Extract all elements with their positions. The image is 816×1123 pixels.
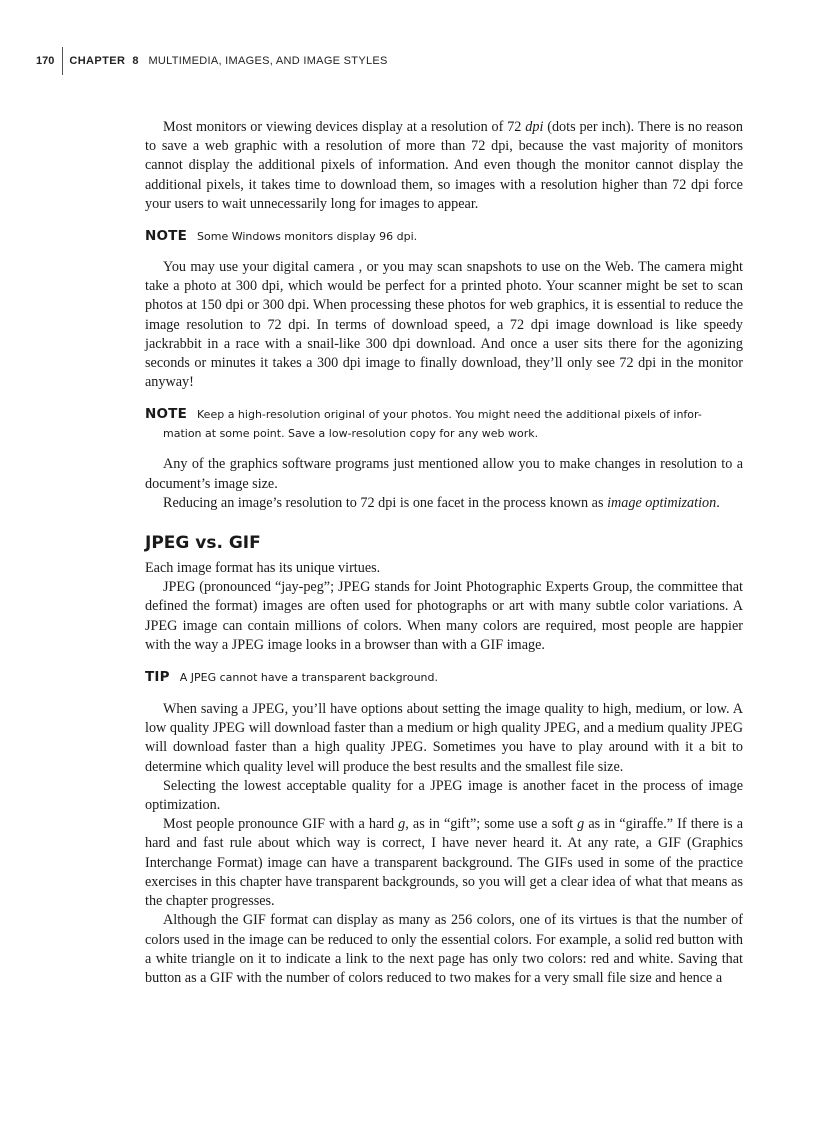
note-text-line1: Keep a high-resolution original of your photos. You might need the additional pixels of infor- <box>197 408 702 422</box>
tip-label: TIP <box>145 669 170 686</box>
running-head <box>36 47 388 75</box>
note-text-line2: mation at some point. Save a low-resolution copy for any web work. <box>163 427 539 441</box>
text-run: . <box>716 494 720 511</box>
text-run: Reducing an image’s resolution to 72 dpi is one facet in the process known as <box>163 494 608 511</box>
paragraph-jpeg-quality: When saving a JPEG, you’ll have options about setting the image quality to high, medium, or low. A low quality JPEG will download faster than a medium or high quality JPEG, and a medium quality JPEG will download faster than a high quality JPEG. Sometimes you have to play around with it a bit to determine which quality level will produce the best results and the smallest file size. <box>145 701 743 775</box>
paragraph-gif-colors: Although the GIF format can display as many as 256 colors, one of its virtues is that the number of colors used in the image can be reduced to only the essential colors. For example, a solid red button with a white triangle on it to indicate a link to the next page has only two colors: red and white. Saving that button as a GIF with the number of colors reduced to two makes for a very small file size and hence a <box>145 912 743 986</box>
note-96-dpi <box>145 227 743 246</box>
paragraph-virtues: Each image format has its unique virtues. <box>145 560 381 577</box>
tip-transparent <box>145 668 743 687</box>
text-run: as in “giraffe.” If there is a hard and fast rule about which way is correct, I have never heard it. At any rate, a GIF (Graphics Interchange Format) image can have a transparent background. The GIFs used in some of the practice exercises in this chapter have transparent backgrounds, so you will get a clear idea of what that means as the chapter progresses. <box>145 816 744 910</box>
paragraph-jpeg: JPEG (pronounced “jay-peg”; JPEG stands for Joint Photographic Experts Group, the committee that defined the format) images are often used for photographs or art with many subtle color variations. A JPEG image can contain millions of colors. When many colors are required, most people are happier with the way a JPEG image looks in a browser than with a GIF image. <box>145 579 743 653</box>
tip-text: A JPEG cannot have a transparent background. <box>179 671 438 685</box>
chapter-number: 8 <box>132 55 139 67</box>
note-label: NOTE <box>145 228 188 245</box>
paragraph-software: Any of the graphics software programs just mentioned allow you to make changes in resolution to a document’s image size. <box>145 456 743 492</box>
soft-g: g <box>577 816 585 833</box>
header-divider <box>62 47 63 75</box>
text-run: (dots per inch). There is no reason to save a web graphic with a resolution of more than 72 dpi, because the vast majority of monitors cannot display the additional pixels of information. And even though the monitor cannot display the additional pixels, it takes time to download them, so images with a resolution higher than 72 dpi force your users to wait unnecessarily long for images to appear. <box>145 119 743 212</box>
section-heading: JPEG vs. GIF <box>145 533 261 554</box>
page-number: 170 <box>36 55 55 67</box>
note-label: NOTE <box>145 406 188 423</box>
dpi-term: dpi <box>525 119 544 135</box>
paragraph-gif-pronounce <box>145 815 743 911</box>
note-text: Some Windows monitors display 96 dpi. <box>197 230 418 244</box>
paragraph-optimization <box>145 494 743 513</box>
chapter-title: MULTIMEDIA, IMAGES, AND IMAGE STYLES <box>148 55 388 67</box>
text-run: , as in “gift”; some use a soft <box>405 816 578 833</box>
hard-g: g <box>398 816 406 833</box>
paragraph-digital-camera: You may use your digital camera , or you may scan snapshots to use on the Web. The camera might take a photo at 300 dpi, which would be perfect for a printed photo. Your scanner might be set to scan photos at 150 dpi or 300 dpi. When processing these photos for web graphics, it is essential to reduce the image resolution to 72 dpi. In terms of download speed, a 72 dpi image download is like speedy jackrabbit in a race with a snail-like 300 dpi download. And once a user sits there for the agonizing seconds or minutes it takes a 300 dpi image to finally download, they’ll only see 72 dpi in the monitor anyway! <box>145 259 743 391</box>
text-run: Most monitors or viewing devices display at a resolution of 72 <box>163 119 526 135</box>
optimization-term: image optimization <box>607 494 717 511</box>
paragraph-resolution <box>145 118 743 214</box>
chapter-label: CHAPTER <box>69 55 126 67</box>
page-body <box>145 118 743 988</box>
paragraph-lowest-quality: Selecting the lowest acceptable quality for a JPEG image is another facet in the process of image optimization. <box>145 777 743 814</box>
note-high-resolution <box>145 405 743 443</box>
text-run: Most people pronounce GIF with a hard <box>163 816 399 833</box>
